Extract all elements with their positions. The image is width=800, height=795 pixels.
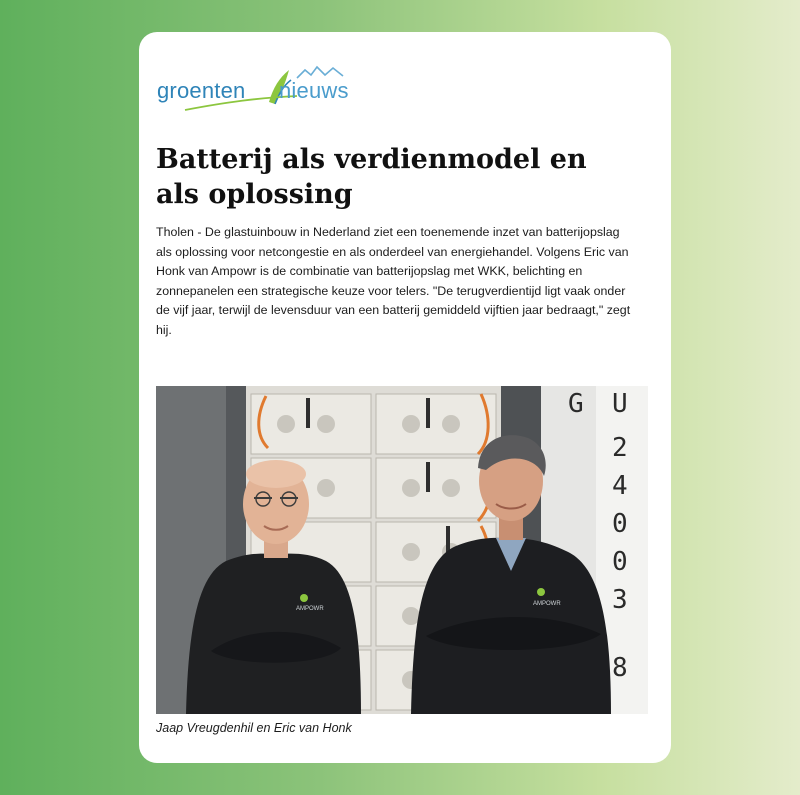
logo-text-nieuws: nieuws	[279, 78, 349, 103]
container-digit: 0	[612, 547, 628, 577]
article-photo	[156, 386, 648, 714]
container-digit: 4	[612, 471, 628, 501]
photo-illustration	[156, 386, 648, 714]
article-lead: Tholen - De glastuinbouw in Nederland ziet een toenemende inzet van batterijopslag als oplossing voor netcongestie en als onderdeel van energiehandel. Volgens Eric van Honk van Ampowr is de combinatie van batterijopslag met WKK, belichting en zonnepanelen een strategische keuze voor telers. "De terugverdientijd ligt vaak onder de vijf jaar, terwijl de levensduur van een batterij gemiddeld vijftien jaar bedraagt," zegt hij.	[156, 225, 631, 337]
photo-caption: Jaap Vreugdenhil en Eric van Honk	[156, 721, 352, 735]
container-digit: 8	[612, 653, 628, 683]
container-letter: U	[612, 389, 628, 419]
container-digit: 0	[612, 509, 628, 539]
site-logo[interactable]	[157, 58, 377, 118]
container-digit: 2	[612, 433, 628, 463]
container-digit: 3	[612, 585, 628, 615]
jacket-logo: AMPOWR	[533, 601, 561, 607]
article-card	[139, 32, 671, 763]
container-letter: G	[568, 389, 584, 419]
logo-text-groenten: groenten	[157, 78, 246, 103]
article-title: Batterij als verdienmodel en als oplossing	[156, 144, 587, 210]
jacket-logo: AMPOWR	[296, 606, 324, 612]
